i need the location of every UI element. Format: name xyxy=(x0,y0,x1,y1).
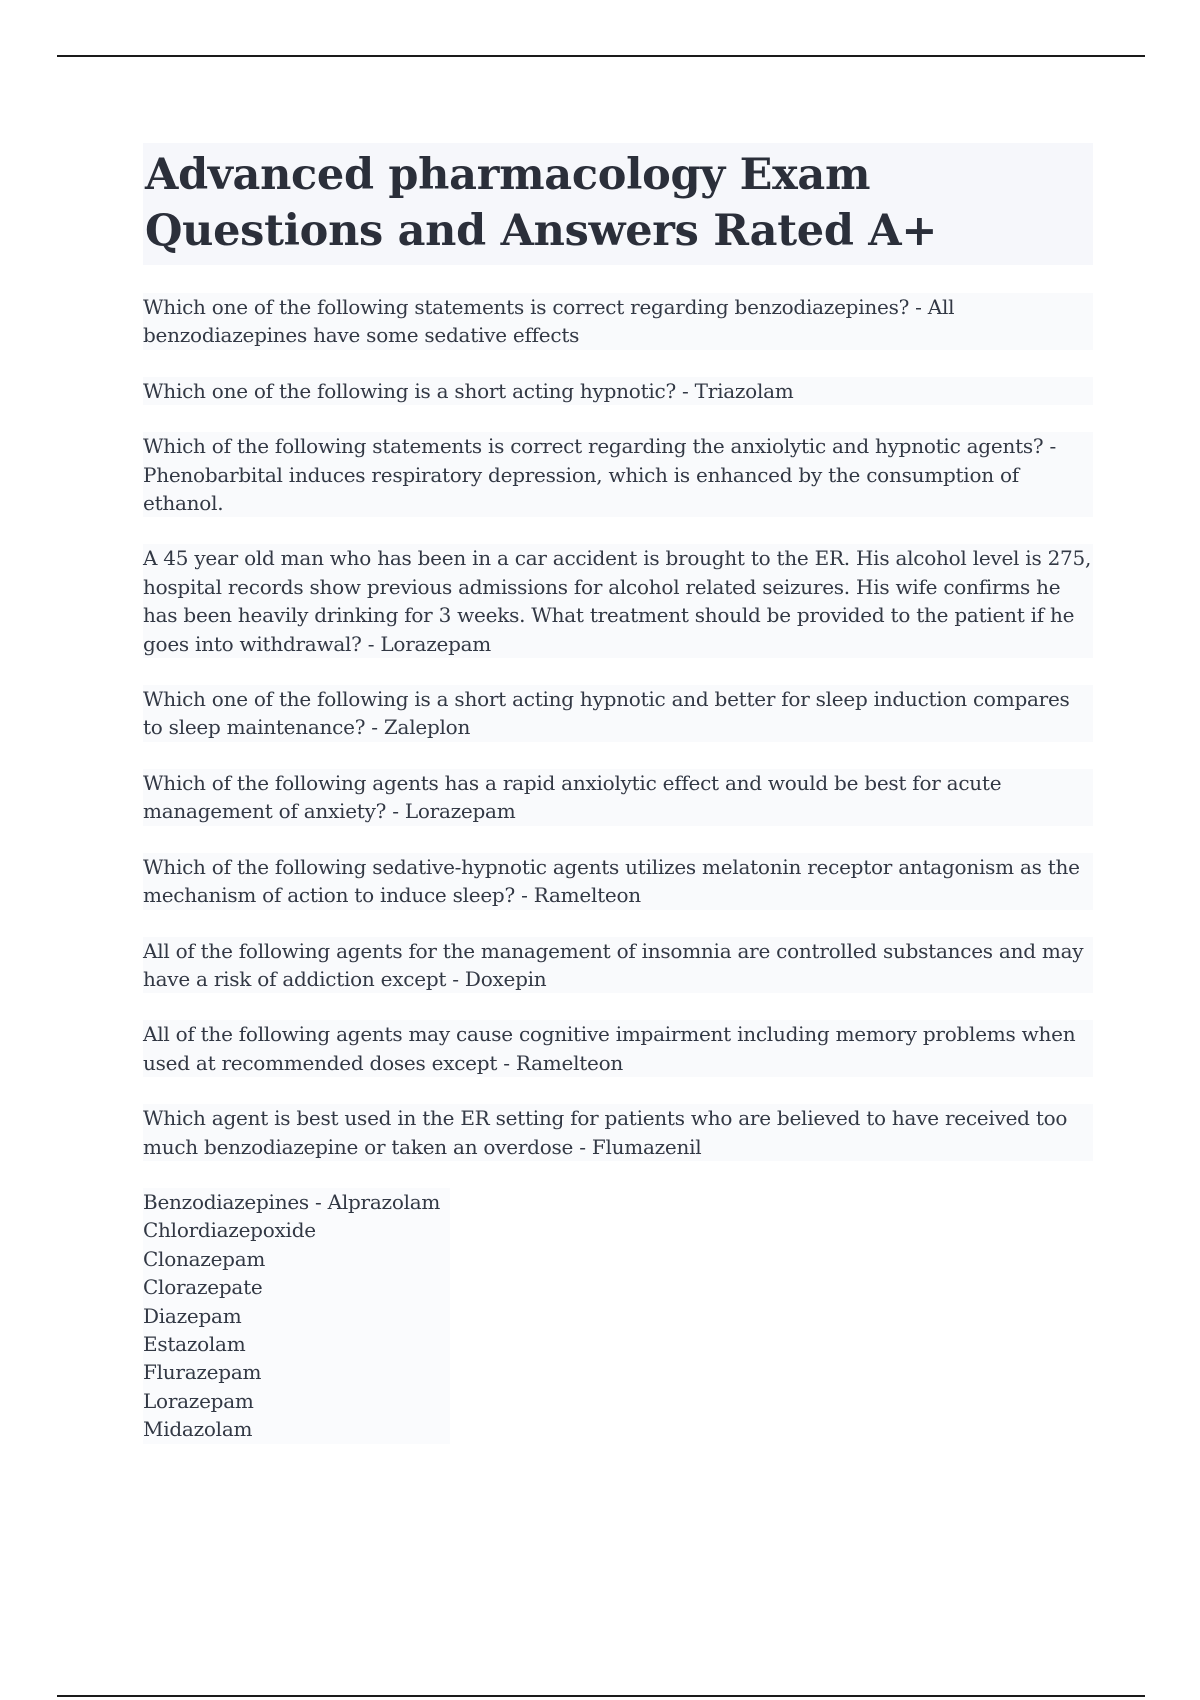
qa-item xyxy=(143,544,1093,658)
question-text: Which one of the following is a short acting hypnotic? xyxy=(143,378,676,403)
qa-item xyxy=(143,377,1093,405)
question-text: Which one of the following is a short acting hypnotic and better for sleep induction compares to sleep maintenance? xyxy=(143,687,1070,740)
list-item: Estazolam xyxy=(143,1331,246,1356)
benzodiazepine-list xyxy=(143,1188,450,1444)
list-item: Diazepam xyxy=(143,1303,242,1328)
top-rule xyxy=(57,55,1145,57)
list-item: Midazolam xyxy=(143,1417,253,1442)
qa-separator: - xyxy=(1043,434,1056,459)
question-text: Which of the following agents has a rapid anxiolytic effect and would be best for acute management of anxiety? xyxy=(143,770,1002,824)
question-text: A 45 year old man who has been in a car accident is brought to the ER. His alcohol level is 275, hospital records show previous admissions for alcohol related seizures. His wife confirms he has been heavily drinking for 3 weeks. What treatment should be provided to the patient if he goes into withdrawal? xyxy=(143,546,1092,656)
qa-list xyxy=(143,293,1093,1188)
qa-item xyxy=(143,432,1093,517)
list-item: Chlordiazepoxide xyxy=(143,1218,316,1243)
qa-separator: - xyxy=(361,631,381,656)
qa-item xyxy=(143,1104,1093,1161)
qa-separator: - xyxy=(573,1134,592,1159)
qa-separator: - xyxy=(497,1050,516,1075)
question-text: Which of the following sedative-hypnotic agents utilizes melatonin receptor antagonism as the mechanism of action to induce sleep? xyxy=(143,854,1080,908)
answer-text: Zaleplon xyxy=(383,715,471,740)
bottom-rule xyxy=(57,1695,1145,1697)
answer-text: Triazolam xyxy=(694,378,794,403)
list-separator: - xyxy=(308,1189,328,1214)
qa-separator: - xyxy=(514,883,534,908)
question-text: Which one of the following statements is correct regarding benzodiazepines? xyxy=(143,295,910,319)
answer-text: Ramelteon xyxy=(533,883,641,908)
list-item: Clorazepate xyxy=(143,1275,263,1300)
answer-text: All benzodiazepines have some sedative effects xyxy=(143,295,955,348)
question-text: All of the following agents may cause cognitive impairment including memory problems when used at recommended doses except xyxy=(143,1022,1076,1075)
qa-separator: - xyxy=(909,295,928,319)
list-item-text: Alprazolam xyxy=(327,1189,441,1214)
question-text: Which of the following statements is correct regarding the anxiolytic and hypnotic agents? xyxy=(143,434,1044,459)
answer-text: Phenobarbital induces respiratory depression, which is enhanced by the consumption of ethanol. xyxy=(143,462,1019,516)
document-body xyxy=(143,143,1093,1444)
qa-separator: - xyxy=(446,966,465,991)
answer-text: Lorazepam xyxy=(404,799,516,824)
document-title: Advanced pharmacology Exam Questions and Answers Rated A+ xyxy=(143,143,1093,265)
qa-item xyxy=(143,1020,1093,1077)
answer-text: Ramelteon xyxy=(515,1050,624,1075)
qa-separator: - xyxy=(365,715,384,740)
list-item: Clonazepam xyxy=(143,1246,266,1271)
answer-text: Flumazenil xyxy=(591,1134,702,1159)
question-text: Which agent is best used in the ER setting for patients who are believed to have received too much benzodiazepine or taken an overdose xyxy=(143,1106,1068,1159)
question-text: All of the following agents for the management of insomnia are controlled substances and may have a risk of addiction except xyxy=(143,938,1084,991)
qa-separator: - xyxy=(675,378,695,403)
qa-separator: - xyxy=(386,799,405,824)
answer-text: Lorazepam xyxy=(380,631,492,656)
qa-item xyxy=(143,769,1093,826)
qa-item xyxy=(143,937,1093,994)
list-item: Lorazepam xyxy=(143,1388,254,1413)
answer-text: Doxepin xyxy=(464,966,547,991)
list-item xyxy=(143,1188,440,1216)
qa-item xyxy=(143,293,1093,350)
list-item: Flurazepam xyxy=(143,1360,262,1385)
qa-item xyxy=(143,853,1093,910)
qa-item xyxy=(143,685,1093,742)
list-heading: Benzodiazepines xyxy=(143,1189,309,1214)
